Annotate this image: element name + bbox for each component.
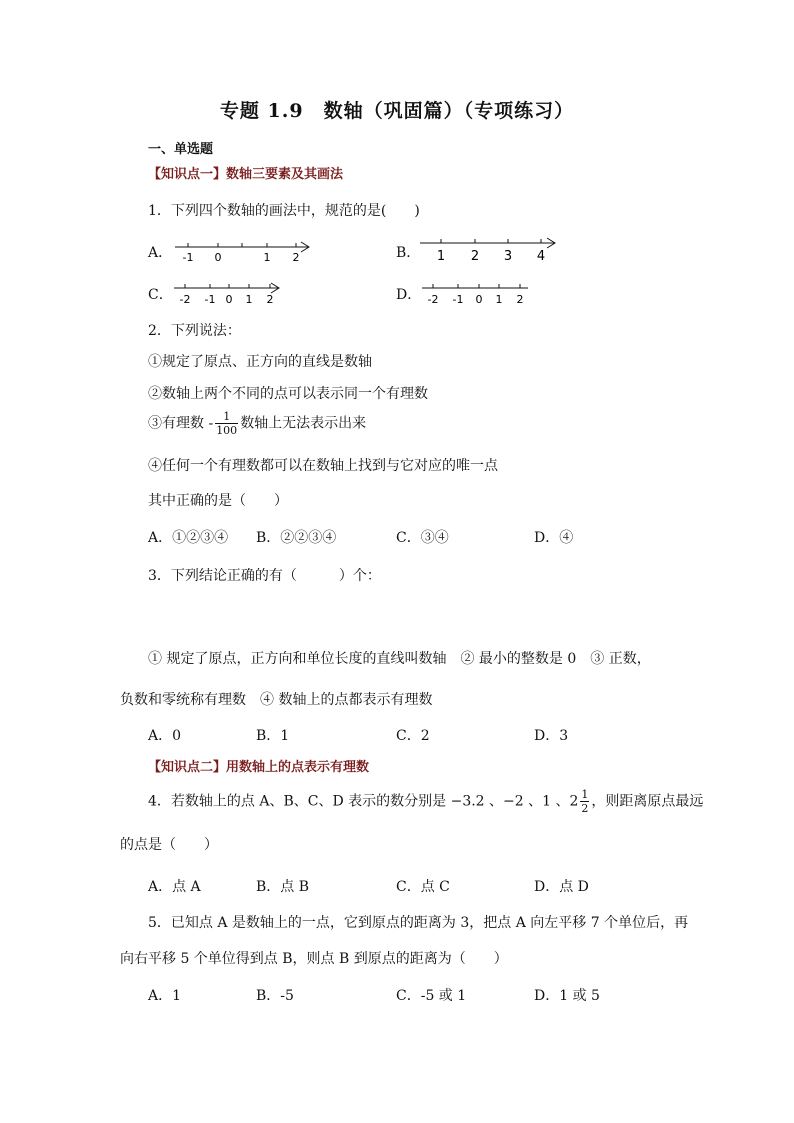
tick-label: 0 [475, 293, 483, 306]
question-1-stem: 1．下列四个数轴的画法中，规范的是( ) [148, 203, 420, 219]
q5-option-a: A．1 [148, 988, 182, 1004]
fraction [580, 788, 589, 815]
question-2-stem: 2．下列说法： [148, 323, 241, 339]
tick-label: 1 [436, 249, 446, 264]
mixed-number [569, 788, 591, 815]
tick-label: 1 [495, 293, 503, 306]
q3-option-a: A．0 [148, 728, 182, 744]
tick-label: 1 [263, 251, 271, 264]
q5-option-b: B．-5 [256, 988, 294, 1004]
section-heading: 一、单选题 [148, 142, 214, 157]
q4-option-c: C．点 C [396, 879, 450, 895]
q1-option-d-number-line [418, 274, 538, 308]
tick-label: 1 [245, 293, 253, 306]
q2-statement-1: ①规定了原点、正方向的直线是数轴 [148, 354, 372, 370]
fraction-numerator: 1 [581, 788, 589, 801]
knowledge-point-1: 【知识点一】数轴三要素及其画法 [148, 167, 344, 182]
tick-label: 2 [292, 251, 300, 264]
tick-label: 0 [225, 293, 233, 306]
tick-label: 2 [516, 293, 524, 306]
q3-statements-line-2: 负数和零统称有理数 ④ 数轴上的点都表示有理数 [120, 692, 433, 708]
question-4-stem [148, 788, 703, 815]
q2-ask: 其中正确的是（ ） [148, 493, 288, 509]
q4-option-b: B．点 B [256, 879, 310, 895]
question-5-line-2: 向右平移 5 个单位得到点 B，则点 B 到原点的距离为（ ） [120, 951, 508, 967]
fraction [215, 410, 238, 437]
q1-option-b-label: B． [396, 245, 421, 261]
q3-option-c: C．2 [396, 728, 430, 744]
tick-label: 0 [214, 251, 222, 264]
tick-label: 2 [266, 293, 274, 306]
q4-stem-prefix: 4．若数轴上的点 A、B、C、D 表示的数分别是 −3.2 、−2 、1 、 [148, 793, 570, 810]
q1-option-c-number-line [170, 274, 290, 308]
fraction-denominator: 100 [216, 424, 238, 437]
q2-statement-3 [148, 410, 366, 437]
tick-label: -2 [427, 293, 439, 306]
q3-option-b: B．1 [256, 728, 290, 744]
q4-stem-suffix: ，则距离原点最远 [591, 793, 704, 810]
mixed-whole: 2 [569, 793, 579, 810]
q5-option-d: D．1 或 5 [534, 988, 600, 1004]
q4-option-d: D．点 D [534, 879, 589, 895]
tick-label: -1 [204, 293, 216, 306]
q1-option-a-number-line [170, 232, 320, 266]
tick-label: 2 [470, 249, 480, 264]
q3-option-d: D．3 [534, 728, 569, 744]
q2-s3-prefix: ③有理数 - [148, 415, 214, 432]
q2-option-a: A．①②③④ [148, 530, 229, 546]
q2-option-d: D．④ [534, 530, 574, 546]
q2-option-b: B．②②③④ [256, 530, 337, 546]
q1-option-d-label: D． [396, 287, 422, 303]
tick-label: -2 [179, 293, 191, 306]
tick-label: 4 [536, 249, 546, 264]
page-title: 专题 1.9 数轴（巩固篇）（专项练习） [219, 100, 575, 122]
q1-option-b-number-line [416, 232, 566, 266]
q2-s3-suffix: 数轴上无法表示出来 [240, 415, 367, 432]
tick-label: 3 [503, 249, 513, 264]
q4-line-2: 的点是（ ） [120, 837, 218, 853]
question-3-stem: 3．下列结论正确的有（ ）个： [148, 568, 381, 584]
question-5-line-1: 5．已知点 A 是数轴上的一点，它到原点的距离为 3，把点 A 向左平移 7 个单位后，再 [148, 915, 689, 931]
fraction-denominator: 2 [581, 802, 589, 815]
q3-statements-line-1: ① 规定了原点，正方向和单位长度的直线叫数轴 ② 最小的整数是 0 ③ 正数， [148, 651, 651, 667]
q1-option-a-label: A． [148, 245, 173, 261]
tick-label: -1 [452, 293, 464, 306]
q2-statement-2: ②数轴上两个不同的点可以表示同一个有理数 [148, 386, 428, 402]
fraction-numerator: 1 [215, 410, 238, 424]
q5-option-c: C．-5 或 1 [396, 988, 467, 1004]
q2-statement-4: ④任何一个有理数都可以在数轴上找到与它对应的唯一点 [148, 458, 498, 474]
q4-option-a: A．点 A [148, 879, 201, 895]
q2-option-c: C．③④ [396, 530, 449, 546]
tick-label: -1 [182, 251, 194, 264]
q1-option-c-label: C． [148, 287, 173, 303]
knowledge-point-2: 【知识点二】用数轴上的点表示有理数 [148, 760, 370, 775]
